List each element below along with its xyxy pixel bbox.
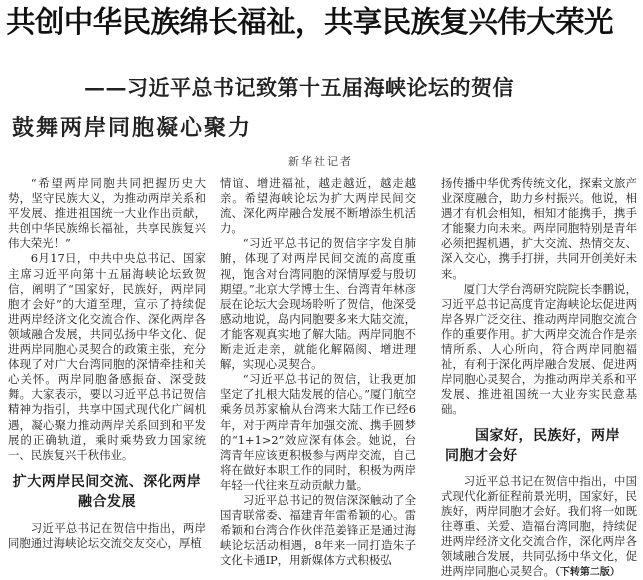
paragraph-text: 习近平总书记在贺信中指出，中国式现代化新征程前景光明，国家好，民族好，两岸同胞才会好。我们将一如既往尊重、关爱、造福台湾同胞，持续促进两岸经济文化交流合作，深化两岸各领域融合发展，共同弘扬中华文化，促进两岸同胞心灵契合。 [441,474,637,579]
paragraph: 习近平总书记的贺信深深触动了全国青联常委、福建青年雷希颖的心。雷希颖和台湾合作伙伴范姜锋正是通过海峡论坛活动相遇，8年来一同打造朱子文化卡通IP，用新媒体方式积极弘 [220,493,416,568]
article-subtitle: ——习近平总书记致第十五届海峡论坛的贺信 [84,74,640,102]
paragraph: “希望两岸同胞共同把握历史大势，坚守民族大义，为推动两岸关系和平发展、推进祖国统一大业作出贡献，共创中华民族绵长福祉，共享民族复兴伟大荣光！” [8,176,206,251]
paragraph: “习近平总书记的贺信字字发自肺腑，体现了对两岸民间交流的高度重视，饱含对台湾同胞的深情厚爱与殷切期望。”北京大学博士生、台湾青年林彦辰在论坛大会现场聆听了贺信，他深受感动地说，岛内同胞要多来大陆交流，才能客观真实地了解大陆。两岸同胞不断走近走亲，就能化解隔阂、增进理解，实现心灵契合。 [220,236,416,372]
article-headline: 共创中华民族绵长福祉，共享民族复兴伟大荣光 [6,2,638,42]
paragraph: 扬传播中华优秀传统文化，探索文旅产业深度融合，助力乡村振兴。他说，相遇才有机会相知，相知才能携手，携手才能聚力向未来。两岸同胞特别是青年必须把握机遇，扩大交流、热情交友、深入交心，携手打拼，共同开创美好未来。 [441,176,637,282]
article-column-3 [441,176,637,580]
article-column-2 [220,176,416,568]
paragraph: 6月17日，中共中央总书记、国家主席习近平向第十五届海峡论坛致贺信，阐明了“国家好，民族好，两岸同胞才会好”的大道至理，宣示了持续促进两岸经济文化交流合作、深化两岸各领域融合发展，共同弘扬中华文化、促进两岸同胞心灵契合的政策主张，充分体现了对广大台湾同胞的深情牵挂和关心关怀。两岸同胞备感振奋、深受鼓舞。大家表示，要以习近平总书记贺信精神为指引，共享中国式现代化广阔机遇，凝心聚力推动两岸关系回到和平发展的正确轨道，乘时乘势致力国家统一、民族复兴千秋伟业。 [8,251,206,462]
byline: 新华社记者 [288,153,353,169]
section-heading: 扩大两岸民间交流、深化两岸融合发展 [8,472,206,512]
article-column-1 [8,176,206,551]
paragraph [441,474,637,580]
section-heading [441,426,637,466]
section-heading-line: 国家好，民族好，两岸 [475,428,620,444]
section-heading-line: 同胞才会好 [445,446,637,466]
continued-on-page-note[interactable]: （下转第二版） [555,567,620,578]
paragraph: 习近平总书记在贺信中指出，两岸同胞通过海峡论坛交流交友交心，厚植 [8,521,206,551]
paragraph: “习近平总书记的贺信，让我更加坚定了扎根大陆发展的信心。”厦门航空乘务员苏家榆从台湾来大陆工作已经6年，对于两岸青年加强交流、携手圆梦的“1+1>2”效应深有体会。她说，台湾青年应该更积极参与两岸交流，自己将在做好本职工作的同时，积极为两岸年轻一代往来互动贡献力量。 [220,372,416,493]
paragraph: 厦门大学台湾研究院院长李鹏说，习近平总书记高度肯定海峡论坛促进两岸各界广泛交往、推动两岸同胞交流合作的重要作用。扩大两岸交流合作是亲情所系、人心所向，符合两岸同胞福祉，有利于深化两岸融合发展、促进两岸同胞心灵契合，为推动两岸关系和平发展、推进祖国统一大业夯实民意基础。 [441,282,637,418]
article-subheadline: 鼓舞两岸同胞凝心聚力 [12,114,252,142]
paragraph: 情谊、增进福祉，越走越近，越走越亲。希望海峡论坛为扩大两岸民间交流、深化两岸融合发展不断增添生机活力。 [220,176,416,236]
